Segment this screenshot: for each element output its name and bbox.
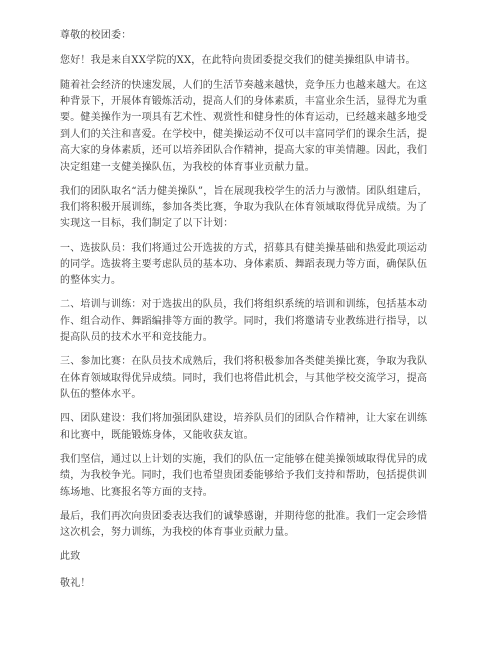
paragraph-line: 一、选拔队员：我们将通过公开选拔的方式，招募具有健美操基础和热爱此项运动 bbox=[60, 242, 428, 254]
paragraph-line: 队伍的整体水平。 bbox=[60, 389, 142, 401]
paragraph-line: 绩，为我校争光。同时，我们也希望贵团委能够给予我们支持和帮助，包括提供训 bbox=[60, 470, 428, 482]
paragraph-intro bbox=[60, 53, 440, 69]
paragraph-line: 的同学。选拔将主要考虑队员的基本功、身体素质、舞蹈表现力等方面，确保队伍 bbox=[60, 258, 428, 270]
paragraph-plan-training bbox=[60, 297, 440, 346]
salutation: 尊敬的校团委： bbox=[60, 30, 132, 41]
paragraph-thanks bbox=[60, 509, 440, 542]
paragraph-line: 我们坚信，通过以上计划的实施，我们的队伍一定能够在健美操领域取得优异的成 bbox=[60, 453, 428, 465]
paragraph-plan-selection bbox=[60, 241, 440, 290]
paragraph-line: 到人们的关注和喜爱。在学校中，健美操运动不仅可以丰富同学们的课余生活，提 bbox=[60, 128, 428, 140]
letter-page bbox=[60, 28, 440, 592]
paragraph-line: 要。健美操作为一项具有艺术性、观赏性和健身性的体育运动，已经越来越多地受 bbox=[60, 112, 428, 124]
paragraph-line: 您好！我是来自XX学院的XX，在此特向贵团委提交我们的健美操组队申请书。 bbox=[60, 55, 416, 67]
paragraph-line: 高大家的身体素质，还可以培养团队合作精神，提高大家的审美情趣。因此，我们 bbox=[60, 145, 428, 157]
paragraph-background bbox=[60, 78, 440, 176]
paragraph-plan-competition bbox=[60, 354, 440, 403]
paragraph-line: 和比赛中，既能锻炼身体，又能收获友谊。 bbox=[60, 429, 254, 441]
paragraph-line: 决定组建一支健美操队伍，为我校的体育事业贡献力量。 bbox=[60, 161, 315, 173]
paragraph-line: 二、培训与训练：对于选拔出的队员，我们将组织系统的培训和训练，包括基本动 bbox=[60, 299, 428, 311]
paragraph-line: 提高队员的技术水平和竞技能力。 bbox=[60, 332, 213, 344]
paragraph-line: 练场地、比赛报名等方面的支持。 bbox=[60, 486, 213, 498]
closing: 此致 bbox=[60, 551, 81, 563]
paragraph-line: 四、团队建设：我们将加强团队建设，培养队员们的团队合作精神，让大家在训练 bbox=[60, 413, 428, 425]
paragraph-line: 的整体实力。 bbox=[60, 275, 122, 287]
paragraph-line: 我们的团队取名“活力健美操队”，旨在展现我校学生的活力与激情。团队组建后， bbox=[60, 185, 428, 197]
paragraph-line: 种背景下，开展体育锻炼活动，提高人们的身体素质，丰富业余生活，显得尤为重 bbox=[60, 95, 428, 107]
paragraph-line: 这次机会，努力训练，为我校的体育事业贡献力量。 bbox=[60, 527, 295, 539]
paragraph-line: 我们将积极开展训练，参加各类比赛，争取为我队在体育领域取得优异成绩。为了 bbox=[60, 202, 428, 214]
paragraph-line: 作、组合动作、舞蹈编排等方面的教学。同时，我们将邀请专业教练进行指导，以 bbox=[60, 315, 428, 327]
paragraph-line: 最后，我们再次向贵团委表达我们的诚挚感谢，并期待您的批准。我们一定会珍惜 bbox=[60, 510, 428, 522]
paragraph-line: 三、参加比赛：在队员技术成熟后，我们将积极参加各类健美操比赛，争取为我队 bbox=[60, 356, 428, 368]
regards: 敬礼！ bbox=[60, 577, 91, 589]
paragraph-line: 实现这一目标，我们制定了以下计划： bbox=[60, 218, 234, 230]
paragraph-line: 随着社会经济的快速发展，人们的生活节奏越来越快，竞争压力也越来越大。在这 bbox=[60, 79, 428, 91]
paragraph-plan-teambuilding bbox=[60, 411, 440, 444]
paragraph-belief bbox=[60, 452, 440, 501]
paragraph-line: 在体育领域取得优异成绩。同时，我们也将借此机会，与其他学校交流学习，提高 bbox=[60, 372, 428, 384]
paragraph-team bbox=[60, 184, 440, 233]
